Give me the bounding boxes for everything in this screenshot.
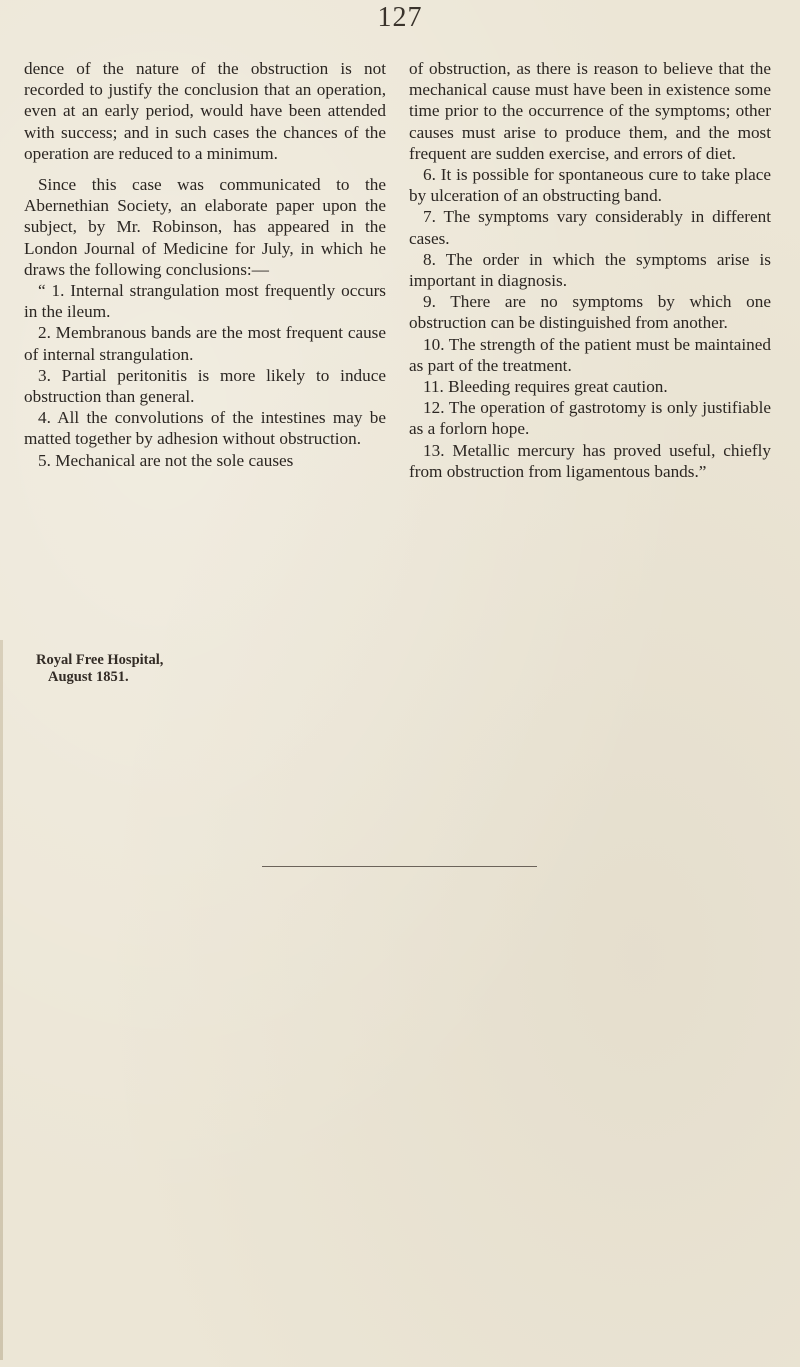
paragraph: Since this case was communicated to the Abernethian Society, an elaborate paper upon the subject, by Mr. Robinson, has appeared in the London Journal of Medicine for July, in which he draws the following conclusions:— [24, 175, 386, 279]
left-column [24, 58, 386, 471]
conclusion-item: 12. The operation of gastrotomy is only justifiable as a forlorn hope. [409, 398, 771, 439]
right-column [409, 58, 771, 482]
conclusion-item: 13. Metallic mercury has proved useful, chiefly from obstruction from ligamentous bands.” [409, 440, 771, 481]
conclusion-item: 10. The strength of the patient must be maintained as part of the treatment. [409, 334, 771, 375]
conclusion-item: 2. Membranous bands are the most frequent cause of internal strangulation. [24, 323, 386, 364]
conclusion-item: 3. Partial peritonitis is more likely to induce obstruction than general. [24, 365, 386, 407]
signature-date: August 1851. [48, 669, 129, 685]
conclusion-item: 4. All the convolutions of the intestines may be matted together by adhesion without obstruction. [24, 408, 386, 449]
paragraph: dence of the nature of the obstruction is not recorded to justify the conclusion that an operation, even at an early period, would have been attended with success; and in such cases the chances of the operation are reduced to a minimum. [24, 59, 386, 163]
conclusion-item: “ 1. Internal strangulation most frequently occurs in the ileum. [24, 281, 386, 322]
paragraph: of obstruction, as there is reason to believe that the mechanical cause must have been in existence some time prior to the occurrence of the symptoms; other causes must arise to produce them, and the most frequent are sudden exercise, and errors of diet. [409, 59, 771, 163]
signature-place: Royal Free Hospital, [36, 652, 164, 668]
page-edge [0, 640, 3, 1360]
conclusion-item: 6. It is possible for spontaneous cure to take place by ulceration of an obstructing band. [409, 165, 771, 206]
horizontal-rule [262, 866, 537, 867]
conclusion-item: 8. The order in which the symptoms arise is important in diagnosis. [409, 249, 771, 291]
conclusion-item: 7. The symptoms vary considerably in different cases. [409, 207, 771, 248]
conclusion-item: 9. There are no symptoms by which one obstruction can be distinguished from another. [409, 292, 771, 333]
conclusion-item: 11. Bleeding requires great caution. [423, 377, 668, 397]
signature-block [36, 652, 163, 686]
page-number: 127 [377, 2, 423, 33]
conclusion-item: 5. Mechanical are not the sole causes [38, 450, 294, 470]
